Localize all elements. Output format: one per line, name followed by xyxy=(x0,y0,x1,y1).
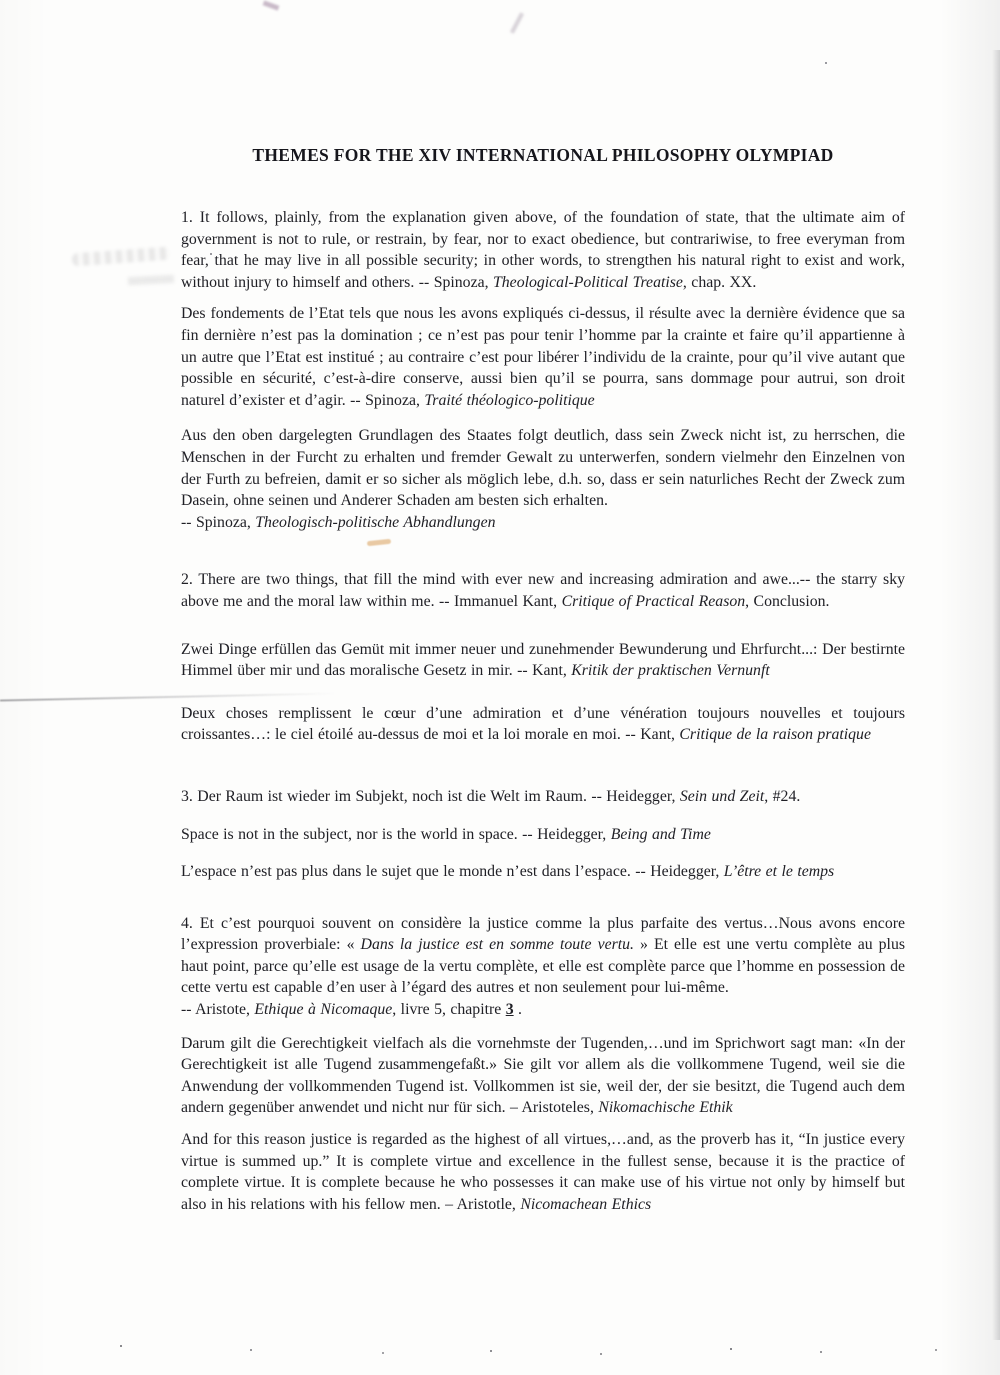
paragraph-theme2-french: Deux choses remplissent le cœur d’une admiration et d’une vénération toujours nouvelles et toujours croissantes…: le ciel étoilé au-dessus de moi et la loi morale en moi. -- Kant, Critique de la raison pratique xyxy=(181,704,905,744)
paragraph-theme3-german: 3. Der Raum ist wieder im Subjekt, noch ist die Welt im Raum. -- Heidegger, Sein und Zeit, #24. xyxy=(181,787,801,805)
paragraph-theme4-french: 4. Et c’est pourquoi souvent on considère la justice comme la plus parfaite des vertus…Nous avons encore l’expression proverbiale: « Dans la justice est en somme toute vertu. » Et elle est une vertu complète au plus haut point, parce qu’elle est usage de la vertu complète, et elle est complète parce que l’homme en possession de cette vertu est capable d’en user à l’égard des autres et non seulement pour lui-même. -- Aristote, Ethique à Nicomaque, livre 5, chapitre 3 . xyxy=(181,914,905,1019)
paragraph-theme3-french: L’espace n’est pas plus dans le sujet que le monde n’est dans l’espace. -- Heidegger, L’être et le temps xyxy=(181,863,835,881)
paragraph-theme1-english: 1. It follows, plainly, from the explanation given above, of the foundation of state, that the ultimate aim of government is not to rule, or restrain, by fear, nor to exact obedience, but contrariwise, to free everyman from fear, that he may live in all possible security; in other words, to strengthen his natural right to exist and work, without injury to himself and others. -- Spinoza, Theological-Political Treatise, chap. XX. xyxy=(181,209,905,291)
paragraph-theme2-german: Zwei Dinge erfüllen das Gemüt mit immer neuer und zunehmender Bewunderung und Ehrfurcht...: Der bestirnte Himmel über mir und das moralische Gesetz in mir. -- Kant, Kritik der praktischen Vernunft xyxy=(181,640,905,680)
paragraph-theme4-english: And for this reason justice is regarded as the highest of all virtues,…and, as the proverb has it, “In justice every virtue is summed up.” It is complete virtue and excellence in the fullest sense, because it is the practice of complete virtue. It is complete because he who possesses it can make use of his virtue not only by himself but also in his relations with his fellow men. – Aristotle, Nicomachean Ethics xyxy=(181,1131,905,1213)
scan-artifact-margin-smudge-2 xyxy=(128,275,174,285)
document-content xyxy=(181,145,905,1215)
paragraph-theme3-english: Space is not in the subject, nor is the world in space. -- Heidegger, Being and Time xyxy=(181,826,711,844)
scan-artifact-top-squiggle xyxy=(510,12,524,33)
scan-artifact-bottom-specks xyxy=(120,1345,122,1347)
paragraph-theme4-german: Darum gilt die Gerechtigkeit vielfach als die vornehmste der Tugenden,…und im Sprichwort sagt man: «In der Gerechtigkeit ist alle Tugend zusammengefaßt.» Sie gilt vor allem als die vollkommene Tugend, weil sie die Anwendung der vollkommenden Tugend ist. Vollkommen ist sie, weil der, der sie besitzt, die Tugend auch dem andern gegenüber anwendet und nicht nur für sich. – Aristoteles, Nikomachische Ethik xyxy=(181,1034,905,1117)
paragraph-theme1-french: Des fondements de l’Etat tels que nous les avons expliqués ci-dessus, il résulte avec la dernière évidence que sa fin dernière n’est pas la domination ; ce n’est pas pour tenir l’homme par la crainte et faire qu’il appartienne à un autre que l’Etat est institué ; au contraire c’est pour libérer l’individu de la crainte, pour qu’il vive autant que possible en sécurité, c’est-à-dire conserve, aussi bien qu’il se pourra, sans dommage pour autrui, son droit naturel d’exister et d’agir. -- Spinoza, Traité théologico-politique xyxy=(181,305,905,409)
paragraph-theme2-english: 2. There are two things, that fill the mind with ever new and increasing admiration and awe...-- the starry sky above me and the moral law within me. -- Immanuel Kant, Critique of Practical Reason, Conclusion. xyxy=(181,571,905,610)
paragraph-theme1-german: Aus den oben dargelegten Grundlagen des Staates folgt deutlich, dass sein Zweck nicht ist, zu herrschen, die Menschen in der Furcht zu erhalten und fremder Gewalt zu unterwerfen, sondern vielmehr den Einzelnen von der Furth zu befreien, damit er so sicher als möglich lebe, d.h. so, dass er sein naturliches Recht der Zweck zum Dasein, ohne seinen und Anderer Schaden am besten sich erhalten. -- Spinoza, Theologisch-politische Abhandlungen xyxy=(181,427,905,531)
document-title: THEMES FOR THE XIV INTERNATIONAL PHILOSOPHY OLYMPIAD xyxy=(252,145,834,165)
scan-artifact-margin-smudge xyxy=(72,247,171,267)
scan-artifact-top-mark xyxy=(263,0,280,10)
scan-artifact-right-edge-shadow xyxy=(992,50,1000,1340)
